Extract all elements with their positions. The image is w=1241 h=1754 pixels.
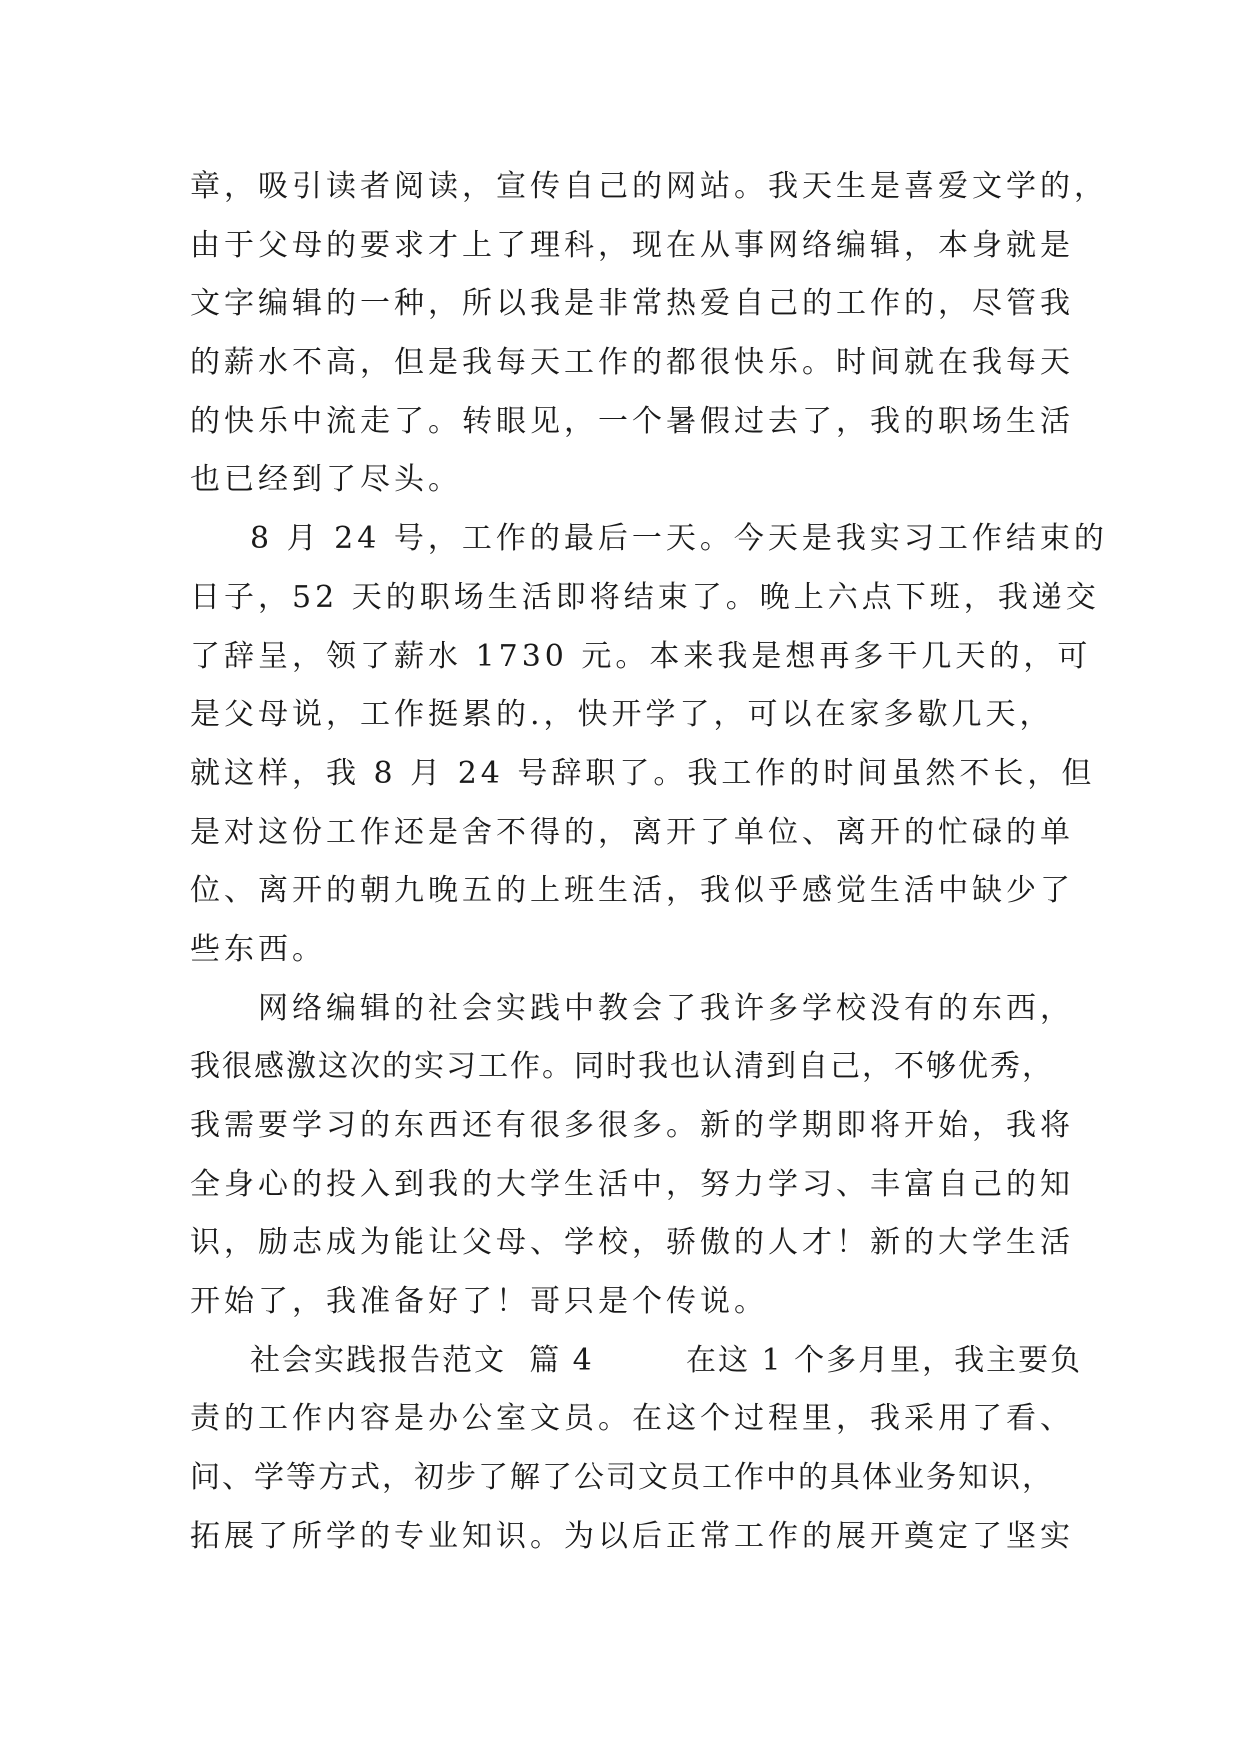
text-line: 我很感激这次的实习工作。同时我也认清到自己，不够优秀，: [190, 1049, 1054, 1085]
text-line: 我需要学习的东西还有很多很多。新的学期即将开始，我将: [190, 1108, 1074, 1143]
text-line: 些东西。: [190, 931, 326, 967]
text-line: 的薪水不高，但是我每天工作的都很快乐。时间就在我每天: [190, 345, 1074, 381]
text-line: 问、学等方式，初步了解了公司文员工作中的具体业务知识，: [190, 1460, 1054, 1496]
text-line: 也已经到了尽头。: [190, 462, 462, 498]
text-line: 了辞呈，领了薪水 1730 元。本来我是想再多干几天的，可: [190, 638, 1092, 674]
text-line: 就这样，我 8 月 24 号辞职了。我工作的时间虽然不长，但: [190, 755, 1096, 791]
text-line: 责的工作内容是办公室文员。在这个过程里，我采用了看、: [190, 1401, 1074, 1437]
text-line: 是对这份工作还是舍不得的，离开了单位、离开的忙碌的单: [190, 814, 1074, 850]
text-line: 日子，52 天的职场生活即将结束了。晚上六点下班，我递交: [190, 579, 1100, 615]
section-heading-line: 社会实践报告范文 篇 4 在这 1 个多月里，我主要负: [250, 1342, 1083, 1378]
text-line: 开始了，我准备好了！哥只是个传说。: [190, 1284, 768, 1320]
text-line: 全身心的投入到我的大学生活中，努力学习、丰富自己的知: [190, 1166, 1074, 1202]
text-line: 的快乐中流走了。转眼见，一个暑假过去了，我的职场生活: [190, 403, 1074, 439]
paragraph-start-line: 网络编辑的社会实践中教会了我许多学校没有的东西，: [258, 990, 1074, 1026]
text-line: 是父母说，工作挺累的.，快开学了，可以在家多歇几天，: [190, 697, 1054, 733]
text-line: 文字编辑的一种，所以我是非常热爱自己的工作的，尽管我: [190, 286, 1074, 322]
text-line: 位、离开的朝九晚五的上班生活，我似乎感觉生活中缺少了: [190, 873, 1074, 909]
text-line: 由于父母的要求才上了理科，现在从事网络编辑，本身就是: [190, 227, 1074, 263]
text-line: 拓展了所学的专业知识。为以后正常工作的展开奠定了坚实: [190, 1518, 1074, 1554]
text-line: 章，吸引读者阅读，宣传自己的网站。我天生是喜爱文学的，: [190, 169, 1108, 204]
paragraph-start-line: 8 月 24 号，工作的最后一天。今天是我实习工作结束的: [250, 521, 1108, 557]
document-body: [190, 158, 1108, 1567]
text-line: 识，励志成为能让父母、学校，骄傲的人才！新的大学生活: [190, 1225, 1074, 1261]
